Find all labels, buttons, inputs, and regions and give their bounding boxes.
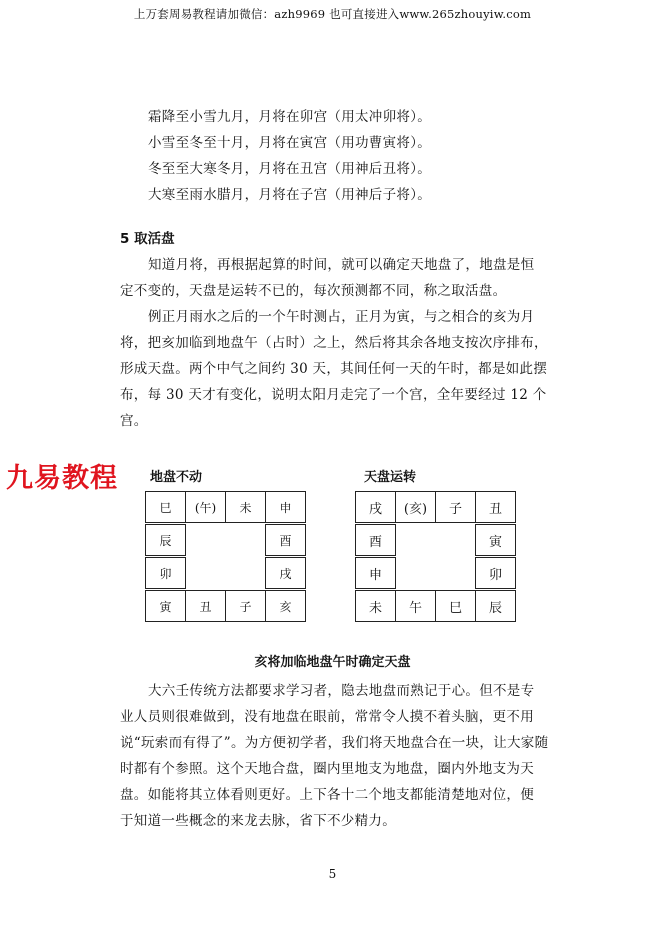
- board-cell: 酉: [265, 524, 306, 556]
- board-cell: 丑: [475, 491, 516, 523]
- board-cell: 辰: [475, 590, 516, 622]
- paragraph-line: 说“玩索而有得了”。为方便初学者，我们将天地盘合在一块，让大家随: [120, 735, 549, 751]
- board-cell: 酉: [355, 524, 396, 556]
- month-line: 冬至至大寒冬月，月将在丑宫（用神后丑将）。: [148, 161, 432, 177]
- paragraph-line: 定不变的，天盘是运转不已的，每次预测都不同，称之取活盘。: [120, 283, 507, 299]
- paragraph-line: 盘。如能将其立体看则更好。上下各十二个地支都能清楚地对位，便: [120, 787, 534, 803]
- board-cell: 子: [225, 590, 266, 622]
- paragraph-line: 布，每 30 天才有变化，说明太阳月走完了一个宫，全年要经过 12 个: [120, 387, 547, 403]
- board-cell: 丑: [185, 590, 226, 622]
- board-cell: 未: [225, 491, 266, 523]
- paragraph-line: 将，把亥加临到地盘午（占时）之上，然后将其余各地支按次序排布，: [120, 335, 548, 351]
- board-cell: (午): [185, 491, 226, 523]
- paragraph-line: 时都有个参照。这个天地合盘，圈内里地支为地盘，圈内外地支为天: [120, 761, 534, 777]
- board-cell: 申: [355, 557, 396, 589]
- watermark-logo: 九易教程: [6, 463, 118, 494]
- paragraph-line: 形成天盘。两个中气之间约 30 天，其间任何一天的午时，都是如此摆: [120, 361, 548, 377]
- month-line: 小雪至冬至十月，月将在寅宫（用功曹寅将）。: [148, 135, 432, 151]
- right-board-title: 天盘运转: [364, 470, 417, 485]
- board-cell: 亥: [265, 590, 306, 622]
- figure-caption: 亥将加临地盘午时确定天盘: [254, 655, 411, 670]
- paragraph-line: 知道月将，再根据起算的时间，就可以确定天地盘了，地盘是恒: [148, 257, 535, 273]
- board-cell: 卯: [475, 557, 516, 589]
- page-number: 5: [328, 867, 337, 881]
- board-cell: 卯: [145, 557, 186, 589]
- board-cell: 申: [265, 491, 306, 523]
- board-cell: 巳: [145, 491, 186, 523]
- paragraph-line: 业人员则很难做到，没有地盘在眼前，常常令人摸不着头脑，更不用: [120, 709, 534, 725]
- board-cell: 戌: [355, 491, 396, 523]
- board-cell: 巳: [435, 590, 476, 622]
- board-cell: 辰: [145, 524, 186, 556]
- paragraph-line: 于知道一些概念的来龙去脉，省下不少精力。: [120, 813, 396, 829]
- board-cell: 戌: [265, 557, 306, 589]
- section-title: 5 取活盘: [120, 231, 175, 247]
- earth-plate-board: [145, 491, 310, 623]
- heaven-plate-board: [355, 491, 520, 623]
- month-line: 霜降至小雪九月，月将在卯宫（用太冲卯将）。: [148, 109, 432, 125]
- page-header: 上万套周易教程请加微信：azh9969 也可直接进入www.265zhouyiw.com: [133, 7, 532, 21]
- board-cell: (亥): [395, 491, 436, 523]
- board-cell: 未: [355, 590, 396, 622]
- left-board-title: 地盘不动: [150, 470, 203, 485]
- board-cell: 寅: [475, 524, 516, 556]
- board-cell: 子: [435, 491, 476, 523]
- paragraph-line: 宫。: [120, 413, 148, 429]
- board-cell: 寅: [145, 590, 186, 622]
- board-cell: 午: [395, 590, 436, 622]
- month-line: 大寒至雨水腊月，月将在子宫（用神后子将）。: [148, 187, 432, 203]
- paragraph-line: 例正月雨水之后的一个午时测占，正月为寅，与之相合的亥为月: [148, 309, 535, 325]
- paragraph-line: 大六壬传统方法都要求学习者，隐去地盘而熟记于心。但不是专: [148, 683, 535, 699]
